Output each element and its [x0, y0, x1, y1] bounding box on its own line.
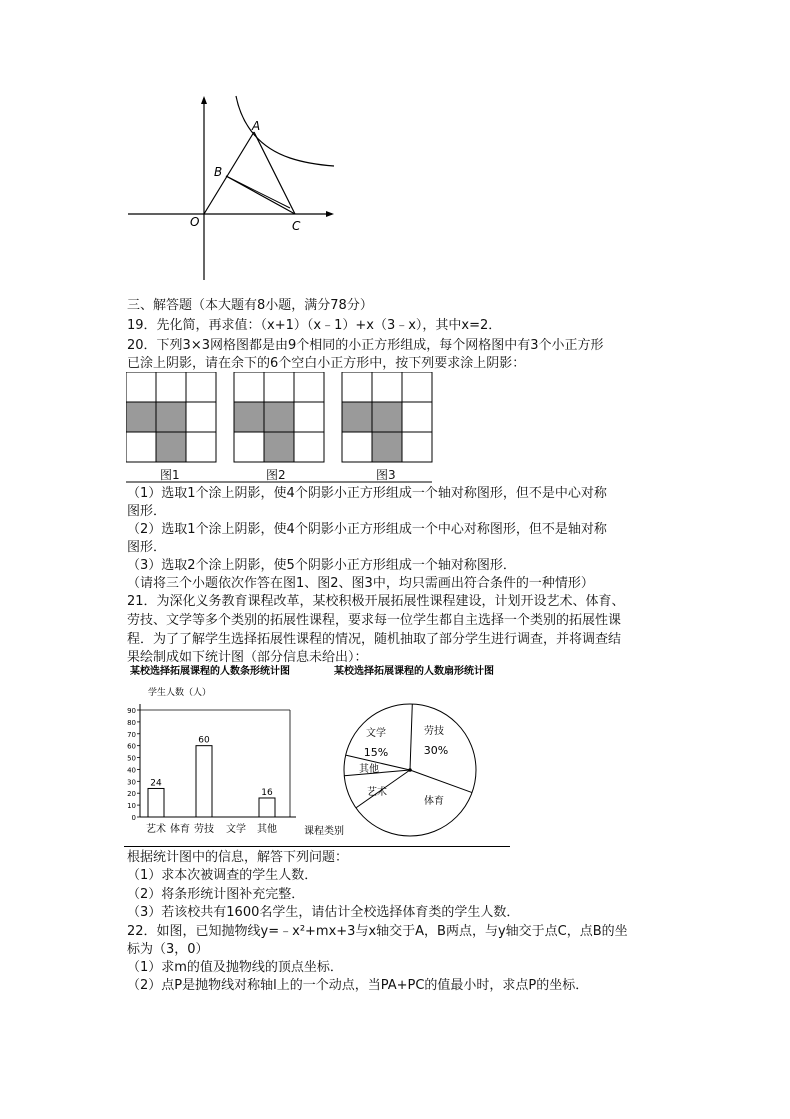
q22-a2: （2）点P是抛物线对称轴l上的一个动点，当PA+PC的值最小时，求点P的坐标．	[127, 978, 589, 993]
pie-center-dot	[408, 768, 412, 772]
q21-a1: （1）求本次被调查的学生人数．	[127, 868, 318, 883]
bar-data-label: 60	[198, 735, 210, 746]
segment-B-curve	[226, 176, 290, 208]
pie-chart-title: 某校选择拓展课程的人数扇形统计图	[334, 666, 494, 677]
q21-a2: （2）将条形统计图补充完整．	[127, 887, 305, 902]
section-heading: 三、解答题（本大题有8小题，满分78分）	[127, 298, 373, 313]
bar-chart-ylabel: 学生人数（人）	[148, 688, 212, 698]
grid-1	[126, 372, 216, 462]
bar-category-label: 艺术	[146, 824, 166, 835]
q21-a3: （3）若该校共有1600名学生，请估计全校选择体育类的学生人数．	[127, 905, 520, 920]
y-axis-arrow	[201, 96, 207, 104]
label-A: A	[252, 119, 261, 133]
q22-line2: 标为（3，0）	[127, 942, 209, 957]
shaded-cell	[156, 432, 186, 462]
geometry-figure	[120, 90, 350, 285]
bar-y-tick-label: 80	[127, 718, 136, 727]
q20-p3: （3）选取2个涂上阴影，使5个阴影小正方形组成一个轴对称图形．	[127, 558, 516, 573]
bar-y-tick-label: 40	[127, 766, 136, 775]
q20-line2: 已涂上阴影，请在余下的6个空白小正方形中，按下列要求涂上阴影：	[127, 356, 526, 371]
bar-y-tick-label: 70	[127, 730, 136, 739]
label-B: B	[214, 165, 223, 179]
pie-slice-label: 艺术	[367, 787, 387, 798]
label-C: C	[292, 219, 301, 233]
pie-slice-label: 体育	[424, 796, 444, 807]
shaded-cell	[264, 402, 294, 432]
shaded-cell	[342, 402, 372, 432]
segment-AC	[254, 132, 295, 214]
bar-y-tick-label: 60	[127, 742, 136, 751]
bar-chart-xlabel: 课程类别	[304, 826, 344, 837]
q22-line1: 22．如图，已知抛物线y=﹣x²+mx+3与x轴交于A，B两点，与y轴交于点C，点B的坐	[127, 924, 628, 939]
bar-category-label: 体育	[170, 824, 190, 835]
bar-y-tick-label: 20	[127, 790, 136, 799]
pie-slice-label: 文学	[366, 728, 386, 739]
pie-percent-label: 15%	[363, 746, 389, 759]
pie-slice-label: 其他	[359, 764, 379, 775]
shaded-cell	[156, 402, 186, 432]
bar	[196, 746, 212, 817]
shaded-cell	[234, 402, 264, 432]
bar-category-label: 劳技	[194, 824, 214, 835]
shaded-cell	[372, 402, 402, 432]
hyperbola-curve	[236, 96, 334, 166]
bar-y-tick-label: 0	[131, 814, 136, 822]
bar-category-label: 文学	[226, 824, 246, 835]
shaded-cell	[126, 402, 156, 432]
bar	[259, 798, 275, 817]
pie-percent-label: 30%	[423, 744, 449, 757]
q21-after: 根据统计图中的信息，解答下列问题：	[127, 850, 349, 865]
q19-text: 19．先化简，再求值：（x+1）（x﹣1）+x（3﹣x），其中x=2．	[127, 318, 502, 333]
q20-p1-line1: （1）选取1个涂上阴影，使4个阴影小正方形组成一个轴对称图形，但不是中心对称	[127, 486, 607, 501]
q21-line1: 21．为深化义务教育课程改革，某校积极开展拓展性课程建设，计划开设艺术、体育、	[127, 594, 625, 609]
bar-data-label: 16	[261, 787, 273, 798]
bar-y-tick-label: 90	[127, 707, 136, 715]
grid-2	[234, 372, 324, 462]
grid-caption-1: 图1	[160, 468, 180, 482]
q21-line2: 劳技、文学等多个类别的拓展性课程，要求每一位学生都自主选择一个类别的拓展性课	[127, 613, 622, 628]
label-O: O	[190, 215, 200, 229]
segment-OA	[204, 132, 254, 214]
q21-line4: 果绘制成如下统计图（部分信息未给出）：	[127, 650, 368, 665]
bar-y-tick-label: 10	[127, 802, 136, 811]
grid-caption-2: 图2	[266, 468, 286, 482]
q20-note: （请将三个小题依次作答在图1、图2、图3中，均只需画出符合条件的一种情形）	[127, 576, 594, 591]
q20-line1: 20．下列3×3网格图都是由9个相同的小正方形组成，每个网格图中有3个小正方形	[127, 338, 604, 353]
x-axis-arrow	[326, 211, 334, 217]
shaded-cell	[264, 432, 294, 462]
grid-caption-3: 图3	[376, 468, 396, 482]
q20-p2-line1: （2）选取1个涂上阴影，使4个阴影小正方形组成一个中心对称图形，但不是轴对称	[127, 522, 607, 537]
chart-bottom-rule	[124, 846, 510, 847]
q21-line3: 程．为了了解学生选择拓展性课程的情况，随机抽取了部分学生进行调查，并将调查结	[127, 632, 622, 647]
shaded-cell	[372, 432, 402, 462]
bar-chart-title: 某校选择拓展课程的人数条形统计图	[130, 666, 290, 677]
q20-p2-line2: 图形．	[127, 540, 167, 555]
q22-a1: （1）求m的值及抛物线的顶点坐标．	[127, 960, 343, 975]
bar-data-label: 24	[150, 778, 162, 789]
bar	[148, 788, 164, 817]
bar-category-label: 其他	[257, 824, 277, 835]
statistics-charts	[124, 664, 514, 848]
bar-y-tick-label: 30	[127, 778, 136, 787]
q20-p1-line2: 图形．	[127, 504, 167, 519]
pie-slice-label: 劳技	[424, 726, 444, 737]
grid-3	[342, 372, 432, 462]
bar-y-tick-label: 50	[127, 754, 136, 763]
